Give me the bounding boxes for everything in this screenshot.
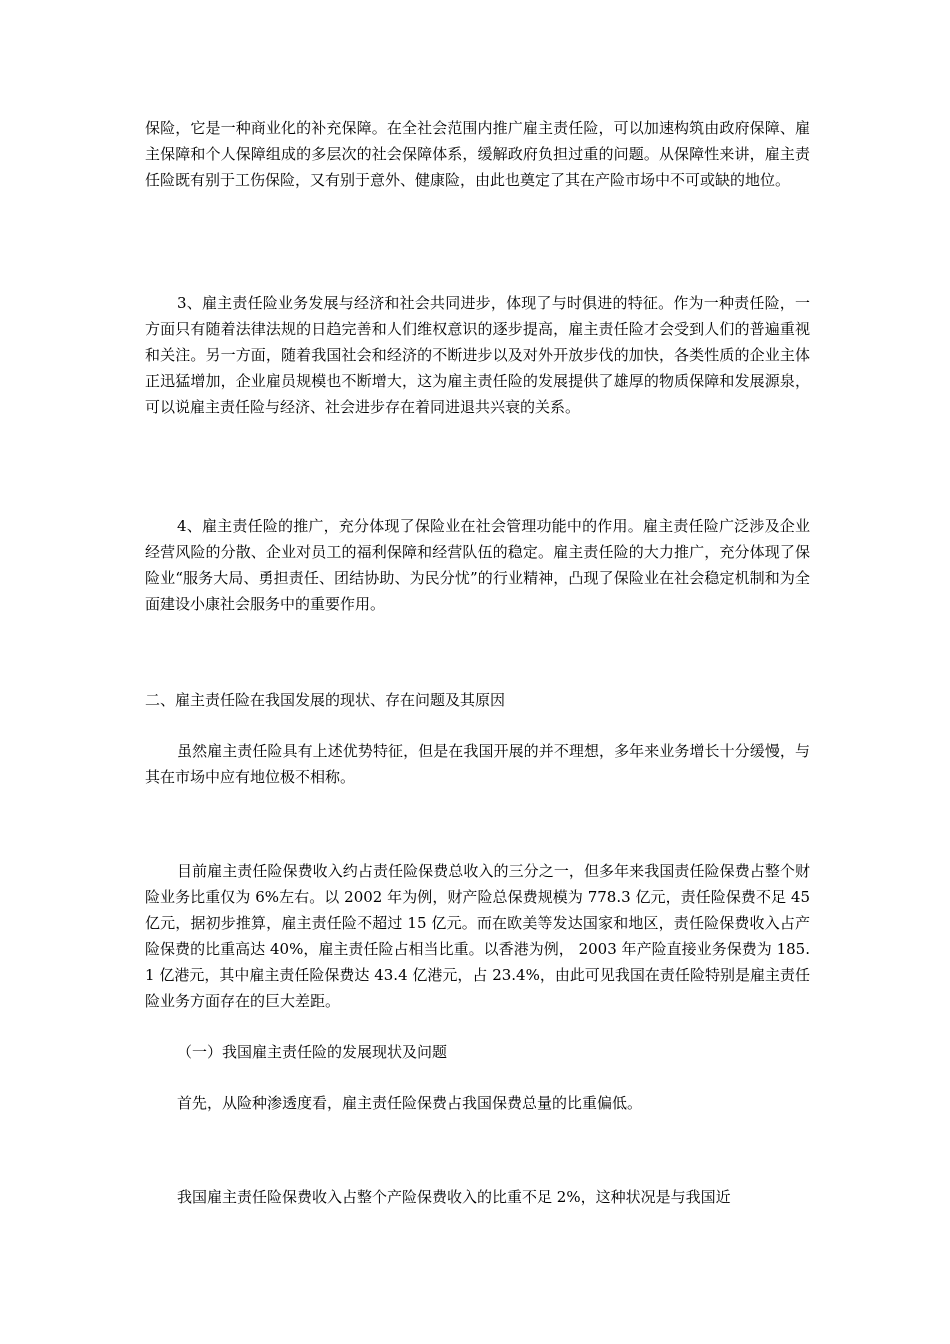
paragraph-not-ideal: 虽然雇主责任险具有上述优势特征，但是在我国开展的并不理想，多年来业务增长十分缓慢，与其在市场中应有地位极不相称。 (145, 742, 810, 786)
paragraph-share-below-2pct: 我国雇主责任险保费收入占整个产险保费收入的比重不足 2%，这种状况是与我国近 (177, 1188, 731, 1206)
section-heading-2: 二、雇主责任险在我国发展的现状、存在问题及其原因 (145, 691, 506, 709)
paragraph-point-4: 4、雇主责任险的推广，充分体现了保险业在社会管理功能中的作用。雇主责任险广泛涉及企业经营风险的分散、企业对员工的福利保障和经营队伍的稳定。雇主责任险的大力推广，充分体现了保险业“服务大局、勇担责任、团结协助、为民分忧”的行业精神，凸现了保险业在社会稳定机制和为全面建设小康社会服务中的重要作用。 (145, 517, 810, 613)
paragraph-penetration: 首先，从险种渗透度看，雇主责任险保费占我国保费总量的比重偏低。 (177, 1094, 643, 1112)
paragraph-social-security: 保险，它是一种商业化的补充保障。在全社会范围内推广雇主责任险，可以加速构筑由政府保障、雇主保障和个人保障组成的多层次的社会保障体系，缓解政府负担过重的问题。从保障性来讲，雇主责任险既有别于工伤保险，又有别于意外、健康险，由此也奠定了其在产险市场中不可或缺的地位。 (145, 119, 810, 189)
paragraph-point-3: 3、雇主责任险业务发展与经济和社会共同进步，体现了与时俱进的特征。作为一种责任险，一方面只有随着法律法规的日趋完善和人们维权意识的逐步提高，雇主责任险才会受到人们的普遍重视和关注。另一方面，随着我国社会和经济的不断进步以及对外开放步伐的加快，各类性质的企业主体正迅猛增加，企业雇员规模也不断增大，这为雇主责任险的发展提供了雄厚的物质保障和发展源泉，可以说雇主责任险与经济、社会进步存在着同进退共兴衰的关系。 (145, 294, 810, 416)
paragraph-premium-statistics: 目前雇主责任险保费收入约占责任险保费总收入的三分之一，但多年来我国责任险保费占整个财险业务比重仅为 6%左右。以 2002 年为例，财产险总保费规模为 778.3 亿元，责任险保费不足 45 亿元，据初步推算，雇主责任险不超过 15 亿元。而在欧美等发达国家和地区，责任险保费收入占产险保费的比重高达 40%，雇主责任险占相当比重。以香港为例， 2003 年产险直接业务保费为 185.1 亿港元，其中雇主责任险保费达 43.4 亿港元，占 23.4%，由此可见我国在责任险特别是雇主责任险业务方面存在的巨大差距。 (145, 862, 810, 1010)
subsection-heading-1: （一）我国雇主责任险的发展现状及问题 (177, 1043, 448, 1061)
